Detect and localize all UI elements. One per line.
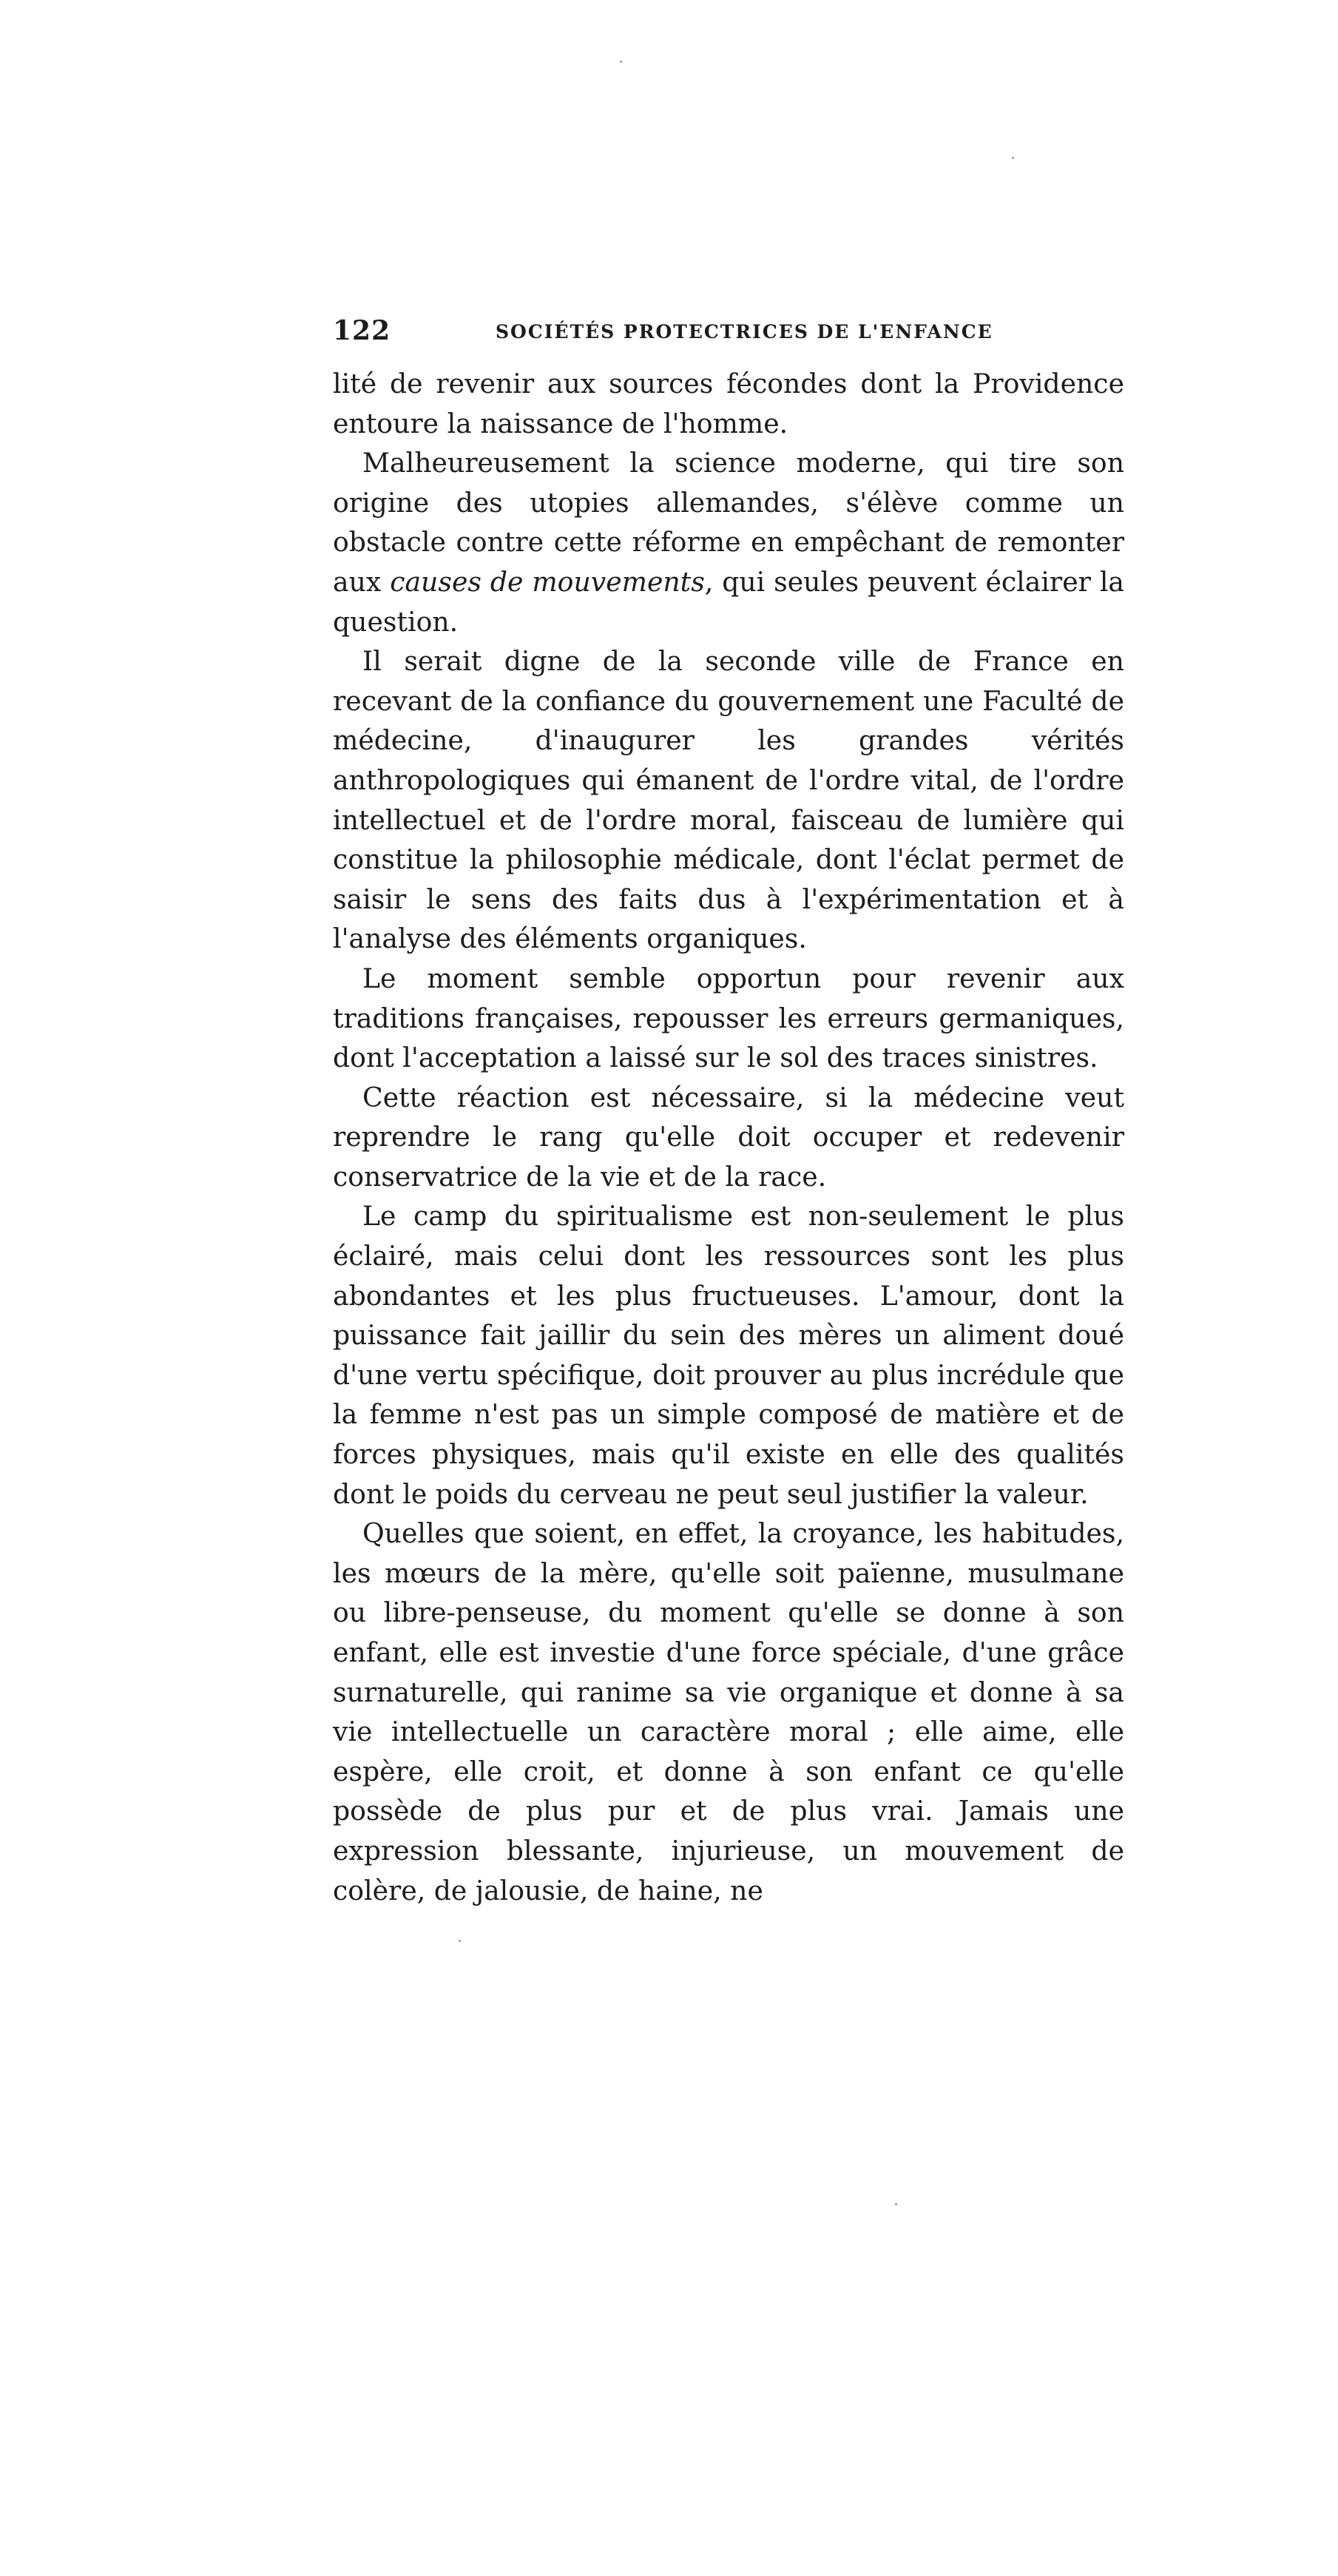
paragraph-text: Le moment semble opportun pour revenir aux traditions françaises, repousser les erreurs germaniques, dont l'acceptation a laissé sur le sol des traces sinistres. [333, 962, 1124, 1074]
paragraph-text: Il serait digne de la seconde ville de France en recevant de la confiance du gouvernement une Faculté de médecine, d'inaugurer les grandes vérités anthropologiques qui émanent de l'ordre vital, de l'ordre intellectuel et de l'ordre moral, faisceau de lumière qui constitue la philosophie médicale, dont l'éclat permet de saisir le sens des faits dus à l'expérimentation et à l'analyse des éléments organiques. [333, 645, 1124, 955]
body-text [333, 364, 1124, 1910]
running-title: SOCIÉTÉS PROTECTRICES DE L'ENFANCE [496, 321, 993, 343]
paragraph [333, 443, 1124, 641]
paragraph-text: lité de revenir aux sources fécondes dont la Providence entoure la naissance de l'homme. [333, 368, 1124, 439]
paragraph [333, 641, 1124, 959]
paragraph [333, 1196, 1124, 1514]
paragraph-text: Malheureusement la science moderne, qui tire son origine des utopies allemandes, s'élève comme un obstacle contre cette réforme en empêchant de remonter aux [333, 447, 1124, 598]
paragraph [333, 959, 1124, 1078]
paragraph [333, 1078, 1124, 1197]
page-header [333, 311, 1117, 358]
book-page [333, 311, 1132, 1910]
scan-speck [620, 61, 622, 63]
paragraph-text: Le camp du spiritualisme est non-seulement le plus éclairé, mais celui dont les ressources sont les plus abondantes et les plus fructueuses. L'amour, dont la puissance fait jaillir du sein des mères un aliment doué d'une vertu spécifique, doit prouver au plus incrédule que la femme n'est pas un simple composé de matière et de forces physiques, mais qu'il existe en elle des qualités dont le poids du cerveau ne peut seul justifier la valeur. [333, 1200, 1124, 1510]
paragraph-continuation [333, 364, 1124, 443]
scan-speck [459, 1940, 461, 1942]
page-number: 122 [333, 315, 391, 346]
scan-speck [1012, 157, 1014, 159]
italic-term: causes de mouvements [390, 565, 705, 598]
paragraph [333, 1514, 1124, 1910]
paragraph-text: Quelles que soient, en effet, la croyance, les habitudes, les mœurs de la mère, qu'elle soit païenne, musulmane ou libre-penseuse, du moment qu'elle se donne à son enfant, elle est investie d'une force spéciale, d'une grâce surnaturelle, qui ranime sa vie organique et donne à sa vie intellectuelle un caractère moral ; elle aime, elle espère, elle croit, et donne à son enfant ce qu'elle possède de plus pur et de plus vrai. Jamais une expression blessante, injurieuse, un mouvement de colère, de jalousie, de haine, ne [333, 1517, 1124, 1906]
scan-speck [895, 2203, 897, 2205]
paragraph-text: Cette réaction est nécessaire, si la médecine veut reprendre le rang qu'elle doit occuper et redevenir conservatrice de la vie et de la race. [333, 1081, 1124, 1193]
paragraph-text: , qui seules peuvent éclairer la question. [333, 565, 1124, 638]
